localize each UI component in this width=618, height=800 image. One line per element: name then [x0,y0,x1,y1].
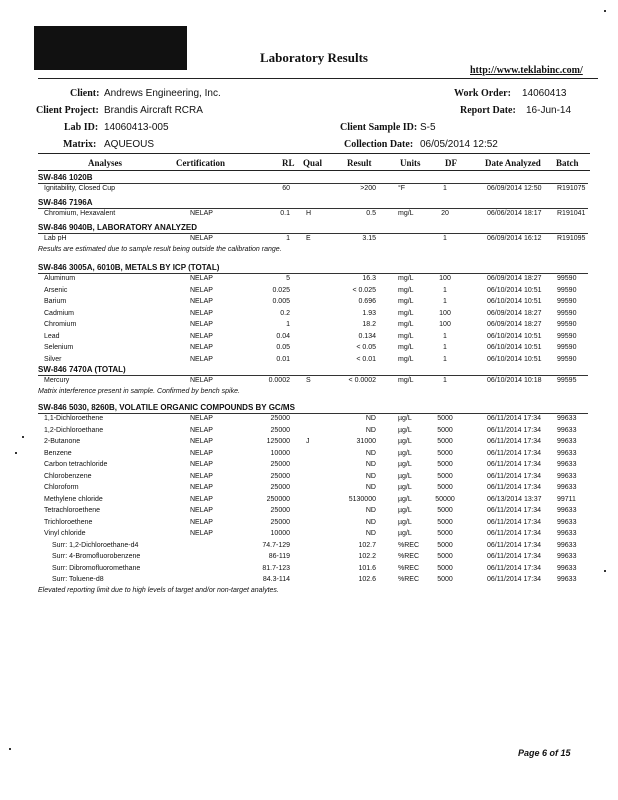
cell-df: 100 [439,275,451,282]
cell-units: mg/L [398,210,414,217]
table-row [0,298,618,308]
cell-batch: 99590 [557,309,577,317]
cell-rl: 25000 [270,472,290,480]
cell-units: mg/L [398,377,414,384]
section-title: SW-846 1020B [38,173,93,182]
cell-rl: 84.3-114 [262,576,290,583]
cell-df: 5000 [437,484,453,491]
cell-rl: 0.04 [276,332,290,340]
cell-df: 1 [443,332,447,340]
cell-result: 1.93 [362,309,376,317]
cell-rl: 125000 [266,438,290,445]
cell-date: 06/11/2014 17:34 [487,415,541,422]
table-row [0,530,618,540]
cell-date: 06/11/2014 17:34 [487,518,541,526]
cell-units: mg/L [398,321,414,328]
scan-speck [15,452,17,454]
cell-date: 06/11/2014 17:34 [487,449,541,457]
cell-result: < 0.05 [356,344,376,351]
cell-batch: 99633 [557,472,577,480]
cell-result: 18.2 [362,321,376,328]
cell-rl: 1 [286,235,290,242]
cell-cert: NELAP [190,210,213,217]
cell-rl: 25000 [270,507,290,514]
cell-units: °F [398,185,406,192]
table-row [0,496,618,506]
cell-result: 16.3 [362,275,376,282]
cell-batch: 99590 [557,275,577,282]
cell-analyte: 1,2-Dichloroethane [44,426,104,434]
collection-date-value: 06/05/2014 12:52 [420,139,498,150]
cell-batch: R191075 [557,185,586,192]
cell-df: 1 [443,298,447,305]
cell-units: mg/L [398,355,414,363]
table-row [0,287,618,297]
cell-batch: 99633 [557,449,577,457]
table-row [0,344,618,354]
cell-cert: NELAP [190,461,213,468]
cell-analyte: Ignitability, Closed Cup [44,185,116,192]
cell-cert: NELAP [190,377,213,384]
col-date-analyzed: Date Analyzed [485,158,541,168]
cell-date: 06/11/2014 17:34 [487,553,541,560]
table-row [0,461,618,471]
cell-date: 06/09/2014 18:27 [487,321,542,328]
cell-df: 5000 [437,541,453,549]
cell-batch: 99711 [557,495,576,503]
sample-id-label: Client Sample ID: [340,122,418,133]
cell-rl: 0.2 [280,309,290,317]
cell-date: 06/11/2014 17:34 [487,472,541,480]
col-df: DF [445,158,457,168]
cell-batch: 99590 [557,286,577,294]
scan-speck [604,10,606,12]
cell-analyte: Vinyl chloride [44,530,86,537]
cell-cert: NELAP [190,286,213,294]
cell-qual: J [306,438,310,445]
table-row [0,356,618,366]
cell-qual: H [306,210,312,217]
cell-df: 1 [443,235,447,242]
table-row [0,473,618,483]
cell-df: 5000 [437,472,453,480]
cell-rl: 25000 [270,426,290,434]
cell-date: 06/10/2014 10:51 [487,332,542,340]
cell-result: ND [365,507,376,514]
cell-date: 06/09/2014 12:50 [487,185,542,192]
cell-analyte: Surr: Toluene-d8 [52,576,104,583]
cell-batch: 99633 [557,507,577,514]
cell-cert: NELAP [190,332,213,340]
cell-units: µg/L [398,461,412,468]
cell-rl: 5 [286,275,290,282]
cell-df: 5000 [437,518,453,526]
cell-df: 5000 [437,449,453,457]
cell-date: 06/10/2014 10:51 [487,355,542,363]
col-units: Units [400,158,421,168]
cell-units: mg/L [398,275,414,282]
scan-speck [604,570,606,572]
cell-date: 06/10/2014 10:18 [487,377,542,384]
cell-result: ND [365,530,376,537]
cell-result: 102.2 [358,553,376,560]
cell-analyte: Aluminum [44,275,76,282]
report-date-label: Report Date: [460,105,516,116]
cell-result: < 0.01 [356,355,376,363]
cell-batch: 99590 [557,355,577,363]
column-header-bottom-rule [38,170,590,171]
cell-analyte: Carbon tetrachloride [44,461,108,468]
column-header-top-rule [38,153,590,154]
cell-batch: 99633 [557,484,577,491]
cell-batch: 99633 [557,564,577,572]
cell-units: µg/L [398,426,412,434]
cell-batch: 99590 [557,344,577,351]
sample-id-value: S-5 [420,122,436,133]
page-title: Laboratory Results [260,50,368,65]
col-qual: Qual [303,158,323,168]
cell-rl: 0.01 [276,355,290,363]
cell-df: 5000 [437,576,453,583]
cell-units: mg/L [398,344,414,351]
cell-df: 5000 [437,438,453,445]
cell-rl: 0.005 [272,298,290,305]
cell-df: 5000 [437,461,453,468]
cell-rl: 1 [286,321,290,328]
cell-df: 50000 [435,495,455,503]
cell-df: 5000 [437,426,453,434]
cell-qual: E [306,235,311,242]
cell-date: 06/09/2014 18:27 [487,309,542,317]
cell-analyte: Trichloroethene [44,518,93,526]
cell-units: mg/L [398,286,414,294]
cell-cert: NELAP [190,415,213,422]
cell-batch: 99633 [557,553,577,560]
cell-rl: 0.0002 [268,377,290,384]
cell-date: 06/11/2014 17:34 [487,484,541,491]
table-row [0,507,618,517]
cell-result: 102.7 [358,541,376,549]
cell-result: ND [365,484,376,491]
cell-date: 06/06/2014 18:17 [487,210,542,217]
table-row [0,235,618,245]
cell-cert: NELAP [190,355,213,363]
cell-result: ND [365,449,376,457]
cell-batch: 99633 [557,576,577,583]
cell-cert: NELAP [190,484,213,491]
table-row [0,565,618,575]
cell-cert: NELAP [190,495,213,503]
cell-units: µg/L [398,530,412,537]
cell-analyte: 2-Butanone [44,438,81,445]
cell-units: µg/L [398,495,412,503]
section-title: SW-846 9040B, LABORATORY ANALYZED [38,223,197,232]
table-row [0,576,618,586]
cell-cert: NELAP [190,298,213,305]
matrix-value: AQUEOUS [104,139,155,150]
cell-result: 0.5 [366,210,376,217]
cell-df: 1 [443,355,447,363]
lab-id-value: 14060413-005 [104,122,169,133]
table-row [0,450,618,460]
client-value: Andrews Engineering, Inc. [104,88,221,99]
table-row [0,484,618,494]
section-header [38,173,588,184]
cell-units: µg/L [398,507,412,514]
cell-batch: R191041 [557,210,586,217]
section-note: Elevated reporting limit due to high levels of target and/or non-target analytes. [38,586,279,594]
cell-result: 5130000 [348,495,376,503]
cell-date: 06/13/2014 13:37 [487,495,542,503]
cell-units: µg/L [398,484,412,491]
matrix-label: Matrix: [63,139,97,150]
cell-df: 1 [443,377,447,384]
table-row [0,377,618,387]
cell-units: µg/L [398,438,412,445]
section-title: SW-846 7470A (TOTAL) [38,365,126,374]
cell-result: ND [365,518,376,526]
cell-analyte: Chloroform [44,484,79,491]
section-title: SW-846 7196A [38,198,93,207]
cell-rl: 25000 [270,415,290,422]
cell-df: 20 [441,210,449,217]
cell-analyte: Chlorobenzene [44,472,92,480]
cell-result: >200 [360,185,376,192]
cell-units: %REC [398,576,420,583]
section-note: Results are estimated due to sample result being outside the calibration range. [38,245,282,253]
table-row [0,321,618,331]
cell-result: 31000 [356,438,376,445]
cell-date: 06/09/2014 18:27 [487,275,542,282]
cell-df: 1 [443,344,447,351]
cell-analyte: Silver [44,355,62,363]
cell-batch: 99633 [557,461,577,468]
cell-analyte: Chromium, Hexavalent [44,210,116,217]
cell-units: µg/L [398,518,412,526]
cell-result: < 0.0002 [348,377,376,384]
cell-result: ND [365,415,376,422]
cell-analyte: Lead [44,332,60,340]
cell-date: 06/10/2014 10:51 [487,286,542,294]
section-header [38,365,588,376]
table-row [0,333,618,343]
cell-batch: 99633 [557,438,577,445]
cell-analyte: Arsenic [44,286,68,294]
cell-units: %REC [398,564,420,572]
project-label: Client Project: [36,105,99,116]
cell-rl: 10000 [270,449,290,457]
cell-cert: NELAP [190,438,213,445]
cell-date: 06/10/2014 10:51 [487,298,542,305]
cell-date: 06/11/2014 17:34 [487,564,541,572]
cell-batch: 99595 [557,377,577,384]
cell-result: ND [365,426,376,434]
redacted-logo [34,26,187,70]
section-title: SW-846 3005A, 6010B, METALS BY ICP (TOTAL) [38,263,220,272]
cell-rl: 25000 [270,484,290,491]
cell-date: 06/11/2014 17:34 [487,461,541,468]
cell-analyte: Surr: 4-Bromofluorobenzene [52,553,141,560]
cell-result: ND [365,472,376,480]
table-row [0,519,618,529]
cell-df: 1 [443,185,447,192]
header-rule [38,78,598,79]
cell-rl: 86-119 [268,553,290,560]
section-header [38,403,588,414]
cell-rl: 25000 [270,461,290,468]
work-order-value: 14060413 [522,88,567,99]
table-row [0,427,618,437]
cell-analyte: Cadmium [44,309,74,317]
cell-analyte: Selenium [44,344,74,351]
cell-rl: 0.1 [280,210,290,217]
cell-result: 101.6 [358,564,376,572]
col-result: Result [347,158,372,168]
cell-analyte: Mercury [44,377,70,384]
cell-cert: NELAP [190,426,213,434]
cell-date: 06/11/2014 17:34 [487,576,541,583]
cell-result: ND [365,461,376,468]
cell-units: %REC [398,553,420,560]
cell-df: 1 [443,286,447,294]
scan-speck [22,436,24,438]
cell-analyte: Surr: 1,2-Dichloroethane-d4 [52,541,139,549]
cell-result: 0.696 [358,298,376,305]
cell-units: mg/L [398,298,414,305]
cell-units: mg/L [398,309,414,317]
cell-analyte: Methylene chloride [44,495,103,503]
cell-cert: NELAP [190,472,213,480]
section-header [38,223,588,234]
cell-df: 100 [439,309,451,317]
cell-analyte: 1,1-Dichloroethene [44,415,104,422]
cell-units: mg/L [398,332,414,340]
col-rl: RL [282,158,295,168]
collection-date-label: Collection Date: [344,139,414,150]
cell-date: 06/10/2014 10:51 [487,344,542,351]
table-row [0,210,618,220]
cell-rl: 60 [282,185,290,192]
cell-rl: 25000 [270,518,290,526]
cell-date: 06/11/2014 17:34 [487,530,541,537]
cell-analyte: Surr: Dibromofluoromethane [52,564,141,572]
page-number: Page 6 of 15 [518,748,571,758]
cell-batch: 99633 [557,530,577,537]
cell-batch: 99590 [557,321,577,328]
cell-cert: NELAP [190,235,213,242]
client-label: Client: [70,88,100,99]
cell-date: 06/11/2014 17:34 [487,438,541,445]
cell-units: µg/L [398,415,412,422]
cell-result: 3.15 [362,235,376,242]
cell-df: 5000 [437,553,453,560]
cell-rl: 10000 [270,530,290,537]
cell-date: 06/11/2014 17:34 [487,541,541,549]
cell-analyte: Tetrachloroethene [44,507,101,514]
cell-batch: 99590 [557,332,577,340]
lab-website-link[interactable]: http://www.teklabinc.com/ [470,65,583,76]
table-row [0,438,618,448]
cell-rl: 250000 [266,495,290,503]
table-row [0,310,618,320]
cell-cert: NELAP [190,507,213,514]
cell-analyte: Chromium [44,321,77,328]
cell-batch: R191095 [557,235,586,242]
cell-rl: 74.7-129 [262,541,290,549]
table-row [0,185,618,195]
project-value: Brandis Aircraft RCRA [104,105,203,116]
cell-date: 06/11/2014 17:34 [487,507,541,514]
work-order-label: Work Order: [454,88,511,99]
cell-date: 06/09/2014 16:12 [487,235,542,242]
scan-speck [9,748,11,750]
lab-id-label: Lab ID: [64,122,99,133]
cell-cert: NELAP [190,449,213,457]
cell-qual: S [306,377,311,384]
col-certification: Certification [176,158,225,168]
cell-analyte: Benzene [44,449,72,457]
section-header [38,198,588,209]
cell-df: 5000 [437,530,453,537]
cell-rl: 0.025 [272,286,290,294]
table-row [0,542,618,552]
cell-batch: 99590 [557,298,577,305]
cell-batch: 99633 [557,541,577,549]
cell-result: 0.134 [358,332,376,340]
cell-units: µg/L [398,449,412,457]
cell-cert: NELAP [190,321,213,328]
col-analyses: Analyses [88,158,123,168]
table-row [0,553,618,563]
cell-batch: 99633 [557,415,577,422]
table-row [0,415,618,425]
cell-batch: 99633 [557,426,577,434]
cell-analyte: Barium [44,298,67,305]
cell-batch: 99633 [557,518,577,526]
table-row [0,275,618,285]
section-title: SW-846 5030, 8260B, VOLATILE ORGANIC COMPOUNDS BY GC/MS [38,403,295,412]
cell-cert: NELAP [190,309,213,317]
cell-cert: NELAP [190,275,213,282]
section-header [38,263,588,274]
cell-df: 100 [439,321,451,328]
cell-cert: NELAP [190,518,213,526]
cell-date: 06/11/2014 17:34 [487,426,541,434]
cell-rl: 81.7-123 [262,564,290,572]
cell-units: µg/L [398,472,412,480]
cell-df: 5000 [437,564,453,572]
cell-units: %REC [398,541,420,549]
cell-analyte: Lab pH [44,235,67,242]
col-batch: Batch [556,158,579,168]
cell-df: 5000 [437,507,453,514]
report-date-value: 16-Jun-14 [526,105,572,116]
cell-result: 102.6 [358,576,376,583]
cell-cert: NELAP [190,344,213,351]
cell-cert: NELAP [190,530,213,537]
cell-df: 5000 [437,415,453,422]
cell-result: < 0.025 [352,286,376,294]
section-note: Matrix interference present in sample. Confirmed by bench spike. [38,387,240,395]
cell-rl: 0.05 [276,344,290,351]
